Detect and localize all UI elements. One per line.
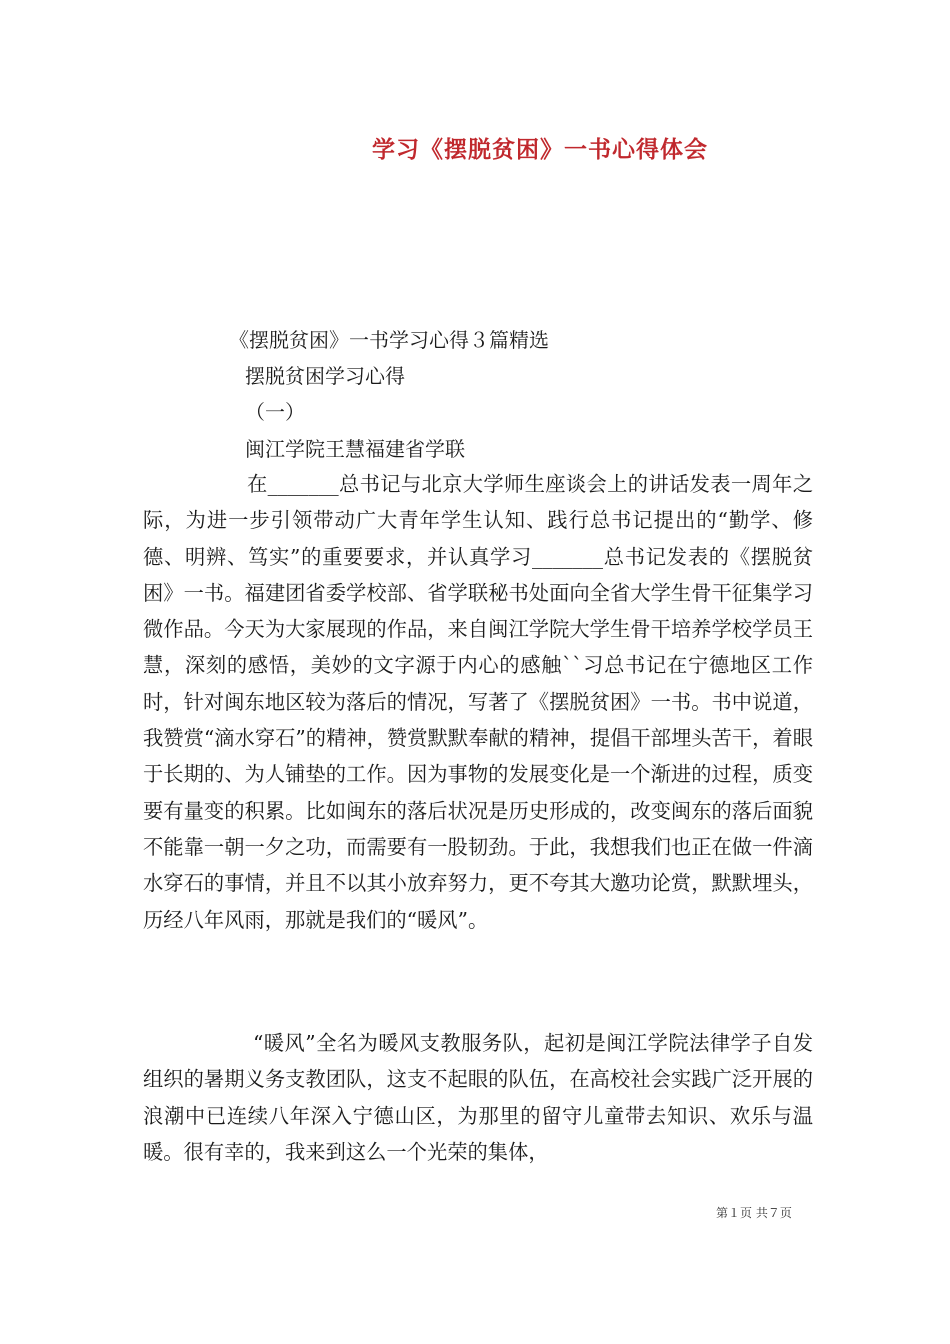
body-paragraph-2	[143, 1025, 813, 1170]
paragraph-2-text: “暖风”全名为暖风支教服务队，起初是闽江学院法律学子自发组织的暑期义务支教团队，这支不起眼的队伍，在高校社会实践广泛开展的浪潮中已连续八年深入宁德山区，为那里的留守儿童带去知识、欢乐与温暖。很有幸的，我来到这么一个光荣的集体，	[143, 1031, 813, 1164]
document-title: 学习《摆脱贫困》一书心得体会	[372, 136, 708, 163]
page-number: 第１页 共７页	[716, 1206, 792, 1220]
section-heading: 摆脱贫困学习心得	[245, 364, 405, 388]
paragraph-1-text: 在_______总书记与北京大学师生座谈会上的讲话发表一周年之际，为进一步引领带动广大青年学生认知、践行总书记提出的“勤学、修德、明辨、笃实”的重要要求，并认真学习_______总书记发表的《摆脱贫困》一书。福建团省委学校部、省学联秘书处面向全省大学生骨干征集学习微作品。今天为大家展现的作品，来自闽江学院大学生骨干培养学校学员王慧，深刻的感悟，美妙的文字源于内心的感触``习总书记在宁德地区工作时，针对闽东地区较为落后的情况，写著了《摆脱贫困》一书。书中说道，我赞赏“滴水穿石”的精神，赞赏默默奉献的精神，提倡干部埋头苦干，着眼于长期的、为人铺垫的工作。因为事物的发展变化是一个渐进的过程，质变要有量变的积累。比如闽东的落后状况是历史形成的，改变闽东的落后面貌不能靠一朝一夕之功，而需要有一股韧劲。于此，我想我们也正在做一件滴水穿石的事情，并且不以其小放弃努力，更不夸其大邀功论赏，默默埋头，历经八年风雨，那就是我们的“暖风”。	[143, 472, 813, 932]
document-subtitle: 《摆脱贫困》一书学习心得３篇精选	[229, 328, 549, 352]
body-paragraph-1	[143, 466, 813, 938]
author-line: 闽江学院王慧福建省学联	[245, 437, 465, 461]
part-number: （一）	[245, 400, 305, 424]
